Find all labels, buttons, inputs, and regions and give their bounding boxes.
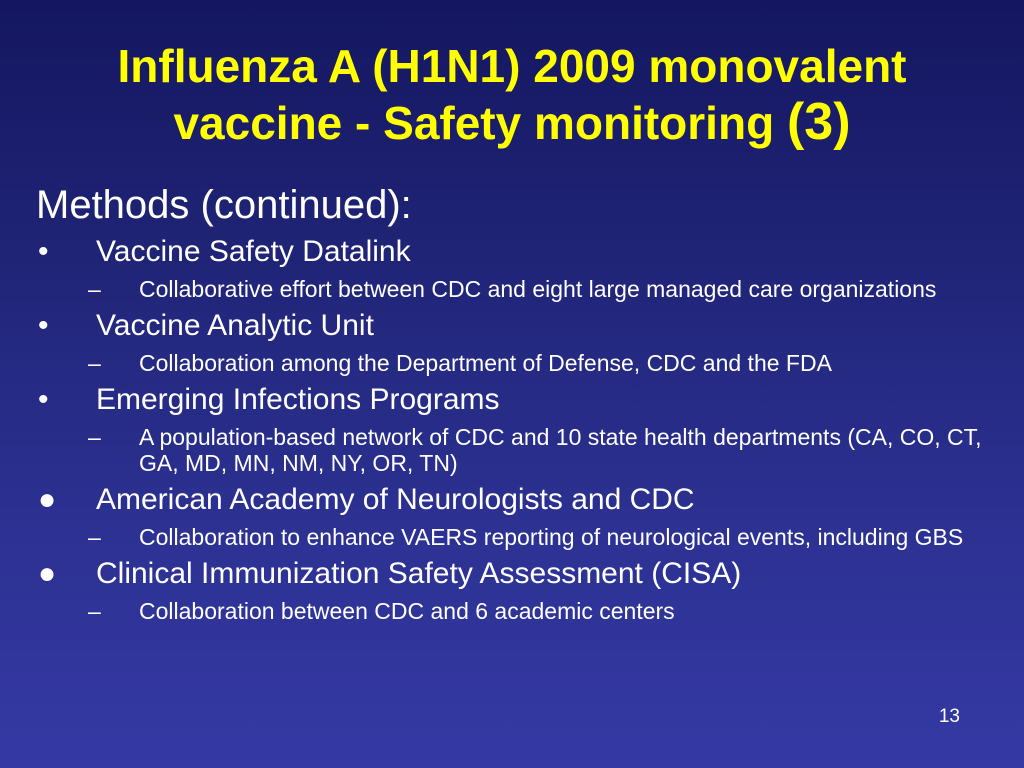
dash-icon: – <box>88 598 101 624</box>
bullet-heading: Vaccine Safety Datalink <box>96 235 411 268</box>
bullet-item-emerging-infections-programs <box>36 382 986 418</box>
bullet-heading: Clinical Immunization Safety Assessment (CISA) <box>96 557 742 590</box>
dash-icon: – <box>88 276 101 302</box>
bullet-icon: ● <box>38 483 57 516</box>
sub-bullet-item <box>36 276 986 302</box>
sub-bullet-item <box>36 424 986 476</box>
bullet-icon: • <box>38 309 49 342</box>
sub-bullet-text: Collaboration among the Department of Defense, CDC and the FDA <box>139 350 832 376</box>
dash-icon: – <box>88 350 101 376</box>
dash-icon: – <box>88 424 101 450</box>
bullet-item-american-academy-of-neurologists <box>36 482 986 518</box>
slide-title <box>40 38 984 151</box>
slide-title-number: (3) <box>786 93 851 151</box>
sub-bullet-item <box>36 524 986 550</box>
methods-heading: Methods (continued): <box>36 183 412 227</box>
bullet-icon: • <box>38 383 49 416</box>
bullet-item-vaccine-analytic-unit <box>36 308 986 344</box>
page-number: 13 <box>938 706 960 727</box>
bullet-heading: Vaccine Analytic Unit <box>96 309 374 342</box>
bullet-heading: Emerging Infections Programs <box>96 383 500 416</box>
bullet-heading: American Academy of Neurologists and CDC <box>96 483 695 516</box>
sub-bullet-item <box>36 598 986 624</box>
dash-icon: – <box>88 524 101 550</box>
sub-bullet-item <box>36 350 986 376</box>
sub-bullet-text: Collaboration between CDC and 6 academic centers <box>139 598 675 624</box>
sub-bullet-text: A population-based network of CDC and 10 state health departments (CA, CO, CT, GA, MD, MN, NM, NY, OR, TN) <box>139 424 982 476</box>
bullet-icon: ● <box>38 557 57 590</box>
bullet-item-vaccine-safety-datalink <box>36 234 986 270</box>
slide-content <box>36 180 986 630</box>
sub-bullet-text: Collaboration to enhance VAERS reporting of neurological events, including GBS <box>139 524 964 550</box>
sub-bullet-text: Collaborative effort between CDC and eight large managed care organizations <box>139 276 937 302</box>
bullet-item-cisa <box>36 556 986 592</box>
bullet-icon: • <box>38 235 49 268</box>
slide-title-text: Influenza A (H1N1) 2009 monovalent vaccine - Safety monitoring <box>117 40 907 149</box>
